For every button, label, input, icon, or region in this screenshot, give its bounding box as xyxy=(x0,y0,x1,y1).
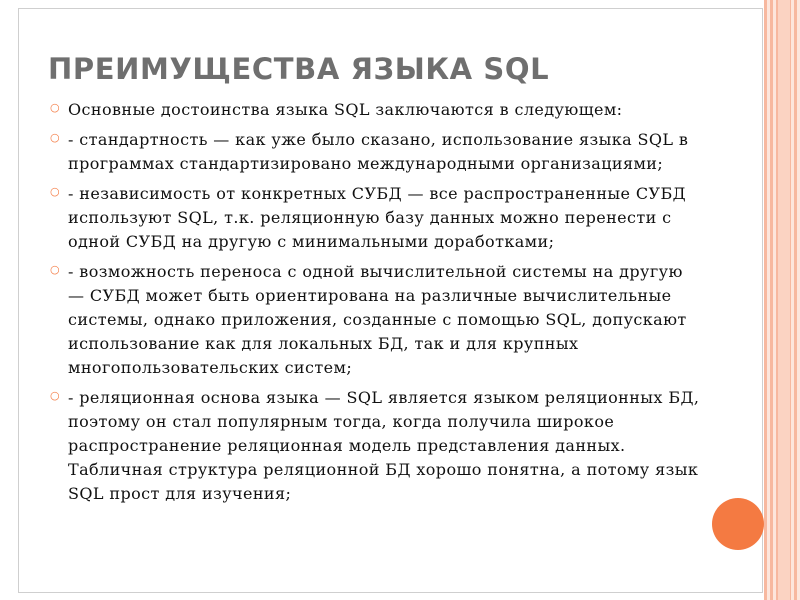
list-item xyxy=(50,182,700,254)
list-item xyxy=(50,386,700,506)
accent-circle-icon xyxy=(712,498,764,550)
list-item xyxy=(50,260,700,380)
ring-bullet-icon: ○ xyxy=(50,263,60,276)
ring-bullet-icon: ○ xyxy=(50,131,60,144)
decorative-stripe-band xyxy=(778,0,790,600)
list-item xyxy=(50,128,700,176)
bullet-text: Основные достоинства языка SQL заключаются в следующем: xyxy=(68,100,623,119)
bullet-list xyxy=(50,98,700,512)
bullet-text: - реляционная основа языка — SQL является языком реляционных БД, поэтому он стал популярным тогда, когда получила широкое распространение реляционная модель представления данных. Табличная структура реляционной БД хорошо понятна, а потому язык SQL прост для изучения; xyxy=(68,388,700,503)
ring-bullet-icon: ○ xyxy=(50,101,60,114)
decorative-stripes xyxy=(764,0,800,600)
bullet-text: - возможность переноса с одной вычислительной системы на другую — СУБД может быть ориентирована на различные вычислительные системы, однако приложения, созданные с помощью SQL, допускают использование как для локальных БД, так и для крупных многопользовательских систем; xyxy=(68,262,687,377)
bullet-text: - стандартность — как уже было сказано, использование языка SQL в программах стандартизировано международными организациями; xyxy=(68,130,689,173)
slide-title: ПРЕИМУЩЕСТВА ЯЗЫКА SQL xyxy=(48,52,550,86)
ring-bullet-icon: ○ xyxy=(50,185,60,198)
ring-bullet-icon: ○ xyxy=(50,389,60,402)
bullet-text: - независимость от конкретных СУБД — все распространенные СУБД используют SQL, т.к. реляционную базу данных можно перенести с одной СУБД на другую с минимальными доработками; xyxy=(68,184,687,251)
list-item xyxy=(50,98,700,122)
